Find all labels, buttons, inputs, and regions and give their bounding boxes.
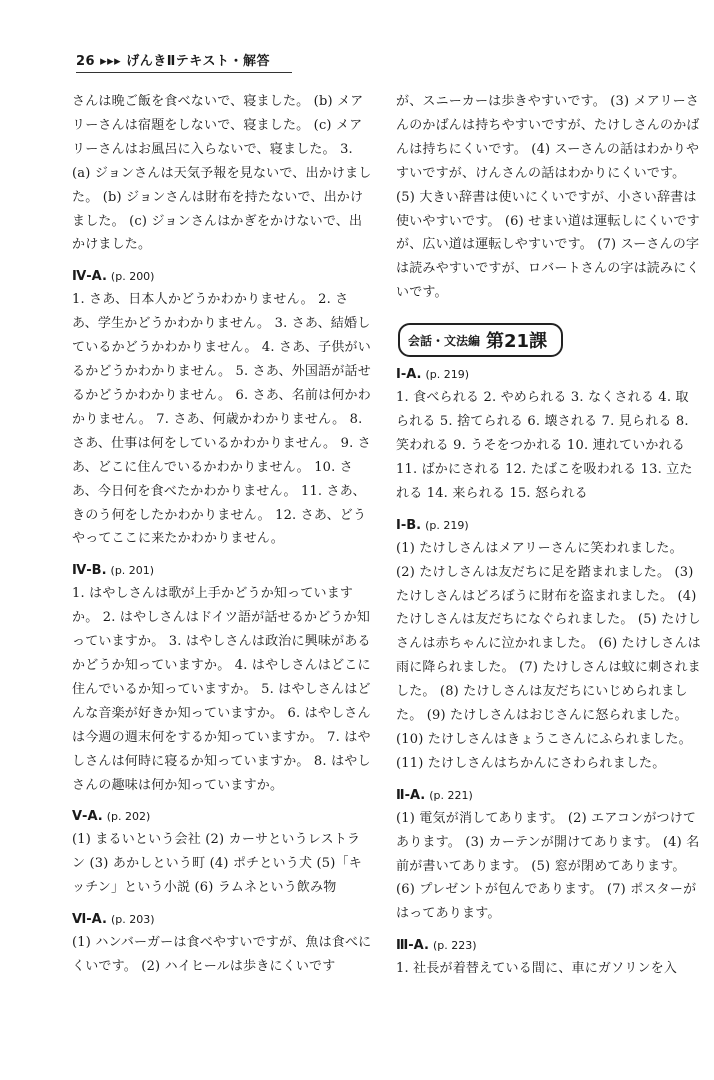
section-title: Ⅰ-B. — [396, 517, 422, 533]
left-column — [72, 90, 372, 991]
section-body: 1. 食べられる 2. やめられる 3. なくされる 4. 取られる 5. 捨てられる 6. 壊される 7. 見られる 8. 笑われる 9. うそをつかれる 10. 連れていかれる 11. ばかにされる 12. たばこを吸われる 13. 立たれる 14. 来られる 15. 怒られる — [396, 390, 693, 501]
section-title: Ⅴ-A. — [72, 809, 103, 825]
section-heading — [72, 809, 372, 824]
answer-section-4a — [72, 269, 372, 551]
section-heading — [396, 938, 701, 953]
section-page-ref: (p. 203) — [110, 913, 155, 927]
section-page-ref: (p. 200) — [110, 270, 155, 284]
section-heading — [396, 367, 701, 382]
section-title: Ⅳ-A. — [72, 269, 107, 285]
section-body: (1) 電気が消してあります。 (2) エアコンがつけてあります。 (3) カーテンが開けてあります。 (4) 名前が書いてあります。 (5) 窓が閉めてあります。 (6) プレゼントが包んであります。 (7) ポスターがはってあります。 — [396, 810, 700, 922]
answer-section-3a — [396, 938, 701, 981]
section-page-ref: (p. 223) — [432, 939, 477, 953]
answer-section-1a — [396, 367, 701, 506]
lesson-banner-subtitle: 会話・文法編 — [408, 333, 481, 348]
section-page-ref: (p. 219) — [425, 518, 469, 532]
section-body: 1. はやしさんは歌が上手かどうか知っていますか。 2. はやしさんはドイツ語が話せるかどうか知っていますか。 3. はやしさんは政治に興味があるかどうか知っていますか。 4. はやしさんはどこに住んでいるか知っていますか。 5. はやしさんはどんな音楽が好きか知っていますか。 6. はやしさんは今週の週末何をするか知っていますか。 7. はやしさんは何時に寝るか知っていますか。 8. はやしさんの趣味は何か知っていますか。 — [72, 586, 371, 793]
answer-section-2a — [396, 788, 701, 927]
answer-section-6a-continued — [396, 90, 701, 305]
right-column — [396, 90, 701, 993]
section-heading — [396, 518, 701, 533]
section-body: さんは晩ご飯を食べないで、寝ました。 (b) メアリーさんは宿題をしないで、寝ました。 (c) メアリーさんはお風呂に入らないで、寝ました。 3. (a) ジョンさんは天気予報を見ないで、出かけました。 (b) ジョンさんは財布を持たないで、出かけました。 (c) ジョンさんはかぎをかけないで、出かけました。 — [72, 94, 372, 253]
answer-section-6a — [72, 912, 372, 979]
section-title: Ⅳ-B. — [72, 563, 107, 579]
section-heading — [396, 788, 701, 803]
section-body: 1. 社長が着替えている間に、車にガソリンを入 — [396, 961, 678, 977]
section-page-ref: (p. 219) — [425, 368, 470, 382]
section-page-ref: (p. 202) — [106, 810, 151, 824]
answer-section-continued — [72, 90, 372, 257]
section-title: Ⅰ-A. — [396, 367, 422, 383]
page-header: 26 ▸▸▸ げんきⅡテキスト・解答 — [76, 50, 292, 73]
answer-section-1b — [396, 518, 701, 776]
section-heading — [72, 912, 372, 927]
answer-section-5a — [72, 809, 372, 900]
lesson-banner-title: 第21課 — [486, 331, 548, 353]
section-page-ref: (p. 201) — [110, 564, 155, 578]
section-heading — [72, 269, 372, 284]
section-body: 1. さあ、日本人かどうかわかりません。 2. さあ、学生かどうかわかりません。 3. さあ、結婚しているかどうかわかりません。 4. さあ、子供がいるかどうかわかりません。 5. さあ、外国語が話せるかどうかわかりません。 6. さあ、名前は何かわかりません。 7. さあ、何歳かわかりません。 8. さあ、仕事は何をしているかわかりません。 9. さあ、どこに住んでいるかわかりません。 10. さあ、今日何を食べたかわかりません。 11. さあ、きのう何をしたかわかりません。 12. さあ、どうやってここに来たかわかりません。 — [72, 292, 371, 547]
section-page-ref: (p. 221) — [429, 788, 473, 802]
section-title: Ⅵ-A. — [72, 912, 107, 928]
lesson-banner — [398, 323, 563, 357]
section-body: (1) ハンバーガーは食べやすいですが、魚は食べにくいです。 (2) ハイヒールは歩きにくいです — [72, 935, 372, 975]
section-body: (1) たけしさんはメアリーさんに笑われました。 (2) たけしさんは友だちに足を踏まれました。 (3) たけしさんはどろぼうに財布を盗まれました。 (4) たけしさんは友だちになぐられました。 (5) たけしさんは赤ちゃんに泣かれました。 (6) たけしさんは雨に降られました。 (7) たけしさんは蚊に刺されました。 (8) たけしさんは友だちにいじめられました。 (9) たけしさんはおじさんに怒られました。 (10) たけしさんはきょうこさんにふられました。 (11) たけしさんはちかんにさわられました。 — [396, 540, 701, 771]
answer-section-4b — [72, 563, 372, 797]
section-body: (1) まるいという会社 (2) カーサというレストラン (3) あかしという町 (4) ポチという犬 (5)「キッチン」という小説 (6) ラムネという飲み物 — [72, 832, 362, 896]
section-body: が、スニーカーは歩きやすいです。 (3) メアリーさんのかばんは持ちやすいですが、たけしさんのかばんは持ちにくいです。 (4) スーさんの話はわかりやすいですが、けんさんの話はわかりにくいです。 (5) 大きい辞書は使いにくいですが、小さい辞書は使いやすいです。 (6) せまい道は運転しにくいですが、広い道は運転しやすいです。 (7) スーさんの字は読みやすいですが、ロバートさんの字は読みにくいです。 — [396, 94, 700, 301]
section-title: Ⅱ-A. — [396, 787, 426, 803]
section-heading — [72, 563, 372, 578]
section-title: Ⅲ-A. — [396, 938, 429, 954]
